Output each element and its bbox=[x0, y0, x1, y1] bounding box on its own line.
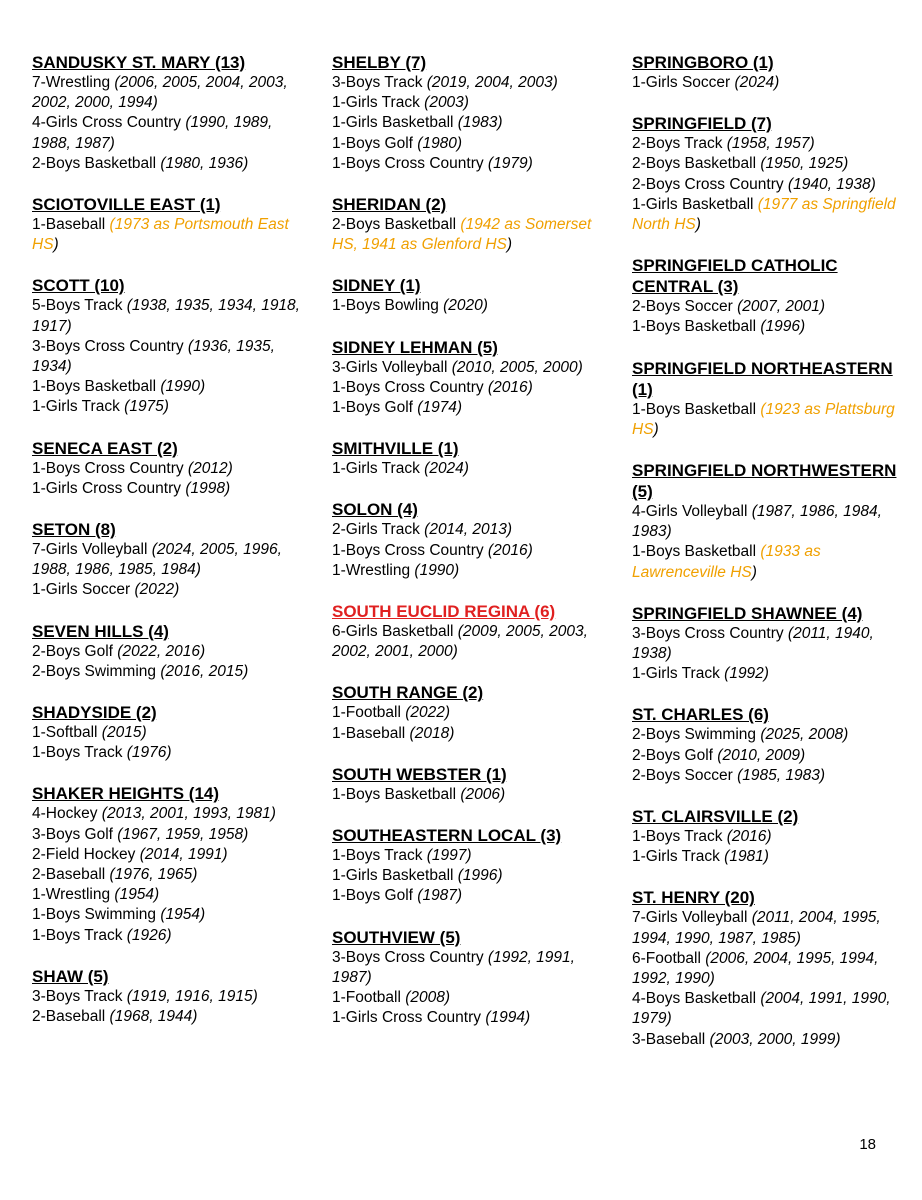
sport-label: 1-Boys Cross Country bbox=[332, 541, 488, 559]
school-entry bbox=[332, 764, 600, 805]
school-name: SPRINGBORO (1) bbox=[632, 53, 774, 72]
school-entry bbox=[632, 255, 900, 337]
sport-label: 1-Boys Swimming bbox=[32, 906, 161, 924]
years: (1979) bbox=[487, 154, 533, 172]
championship-line bbox=[32, 154, 300, 174]
sport-label: 1-Boys Track bbox=[32, 926, 127, 944]
championship-line bbox=[332, 93, 600, 113]
sport-label: 1-Boys Bowling bbox=[332, 297, 444, 315]
championship-line bbox=[32, 580, 300, 600]
championship-line bbox=[32, 1007, 300, 1027]
school-name: ST. HENRY (20) bbox=[632, 888, 755, 908]
years: (2025, 2008) bbox=[760, 726, 849, 744]
school-entry bbox=[32, 194, 300, 255]
school-entry bbox=[32, 438, 300, 499]
years: (2024) bbox=[424, 460, 469, 478]
school-name: SOLON (4) bbox=[332, 500, 418, 520]
championship-line bbox=[632, 908, 900, 948]
years: (2016) bbox=[487, 378, 533, 396]
years: (2003, 2000, 1999) bbox=[709, 1030, 841, 1048]
school-name: SHADYSIDE (2) bbox=[32, 703, 157, 723]
sport-label: 3-Boys Cross Country bbox=[632, 624, 788, 642]
years: (2011, 1940, 1938) bbox=[632, 624, 874, 663]
years-note: (1933 as Lawrenceville HS bbox=[632, 543, 821, 581]
championship-line bbox=[632, 725, 900, 745]
sport-label: 7-Wrestling bbox=[32, 74, 115, 91]
sport-label: 2-Baseball bbox=[32, 866, 110, 884]
sport-label: 4-Girls Cross Country bbox=[32, 114, 186, 132]
championship-line bbox=[632, 400, 900, 440]
years: (1936, 1935, 1934) bbox=[32, 337, 275, 376]
championship-line bbox=[332, 846, 600, 866]
sport-label: 6-Football bbox=[632, 949, 706, 967]
sport-label: 2-Boys Golf bbox=[632, 746, 718, 764]
years: (2015) bbox=[101, 724, 147, 742]
sport-label: 1-Boys Basketball bbox=[632, 400, 761, 418]
years: (1990) bbox=[414, 561, 460, 579]
sport-label: 6-Girls Basketball bbox=[332, 623, 458, 641]
championship-line bbox=[32, 804, 300, 824]
sport-label: 2-Boys Swimming bbox=[32, 662, 161, 680]
years: (2014, 1991) bbox=[139, 845, 228, 863]
championship-line bbox=[32, 845, 300, 865]
sport-label: 2-Boys Basketball bbox=[632, 155, 761, 173]
school-name: ST. CLAIRSVILLE (2) bbox=[632, 807, 799, 827]
championship-line bbox=[332, 622, 600, 662]
sport-label: 1-Boys Cross Country bbox=[332, 378, 488, 396]
years: (2019, 2004, 2003) bbox=[426, 74, 558, 91]
school-name: SOUTHVIEW (5) bbox=[332, 927, 461, 947]
championship-line bbox=[332, 378, 600, 398]
school-name: SETON (8) bbox=[32, 520, 116, 540]
school-entry bbox=[332, 601, 600, 662]
school-entry bbox=[332, 275, 600, 316]
column-3 bbox=[632, 52, 900, 1070]
sport-label: 1-Softball bbox=[32, 724, 102, 742]
championship-line bbox=[632, 502, 900, 542]
years: (1976) bbox=[126, 744, 172, 762]
championship-line bbox=[32, 662, 300, 682]
school-entry bbox=[632, 603, 900, 685]
sport-label: 1-Girls Basketball bbox=[332, 867, 458, 885]
school-entry bbox=[332, 438, 600, 479]
sport-label: 2-Boys Basketball bbox=[332, 216, 461, 234]
championship-line bbox=[632, 664, 900, 684]
sport-label: 1-Boys Basketball bbox=[632, 318, 761, 336]
championship-line bbox=[32, 865, 300, 885]
school-entry bbox=[332, 337, 600, 419]
sport-label: 1-Girls Soccer bbox=[32, 581, 135, 599]
school-name: SHAW (5) bbox=[32, 966, 109, 986]
school-name: SHERIDAN (2) bbox=[332, 195, 447, 215]
years-note: (1942 as Somerset HS, 1941 as Glenford HS bbox=[332, 216, 592, 254]
years: (1990, 1989, 1988, 1987) bbox=[32, 114, 273, 152]
championship-line bbox=[632, 154, 900, 174]
sport-label: 4-Girls Volleyball bbox=[632, 503, 752, 521]
sport-label: 1-Boys Basketball bbox=[332, 785, 461, 803]
years: (2016) bbox=[487, 541, 533, 559]
sport-label: 1-Boys Track bbox=[332, 847, 427, 865]
sport-label: 3-Boys Golf bbox=[32, 825, 118, 843]
championship-line bbox=[32, 397, 300, 417]
years: (1968, 1944) bbox=[109, 1008, 198, 1026]
sport-label: 2-Baseball bbox=[32, 1008, 110, 1026]
years: (1976, 1965) bbox=[109, 866, 198, 884]
school-entry bbox=[332, 927, 600, 1029]
sport-label: 1-Boys Track bbox=[632, 828, 727, 846]
years-close: ) bbox=[506, 236, 513, 254]
sport-label: 2-Boys Basketball bbox=[32, 154, 161, 172]
championship-line bbox=[632, 542, 900, 582]
school-entry bbox=[632, 460, 900, 583]
school-entry bbox=[32, 275, 300, 417]
championship-line bbox=[32, 377, 300, 397]
championship-line bbox=[332, 866, 600, 886]
sport-label: 1-Boys Basketball bbox=[632, 543, 761, 561]
championship-line bbox=[332, 215, 600, 255]
championship-line bbox=[332, 358, 600, 378]
years: (1940, 1938) bbox=[787, 175, 876, 193]
sport-label: 1-Girls Basketball bbox=[632, 195, 758, 213]
years: (2004, 1991, 1990, 1979) bbox=[632, 990, 891, 1028]
championship-line bbox=[32, 296, 300, 336]
years: (1996) bbox=[760, 318, 806, 336]
sport-label: 1-Boys Track bbox=[32, 744, 127, 762]
years-close: ) bbox=[653, 420, 659, 438]
championship-line bbox=[32, 540, 300, 580]
championship-line bbox=[332, 561, 600, 581]
championship-line bbox=[632, 317, 900, 337]
sport-label: 1-Girls Cross Country bbox=[332, 1009, 486, 1027]
sport-label: 3-Boys Track bbox=[332, 74, 427, 91]
championship-line bbox=[32, 825, 300, 845]
school-name: SHAKER HEIGHTS (14) bbox=[32, 784, 220, 804]
years: (1996) bbox=[457, 867, 503, 885]
championship-line bbox=[32, 459, 300, 479]
years-close: ) bbox=[695, 216, 701, 234]
school-entry bbox=[32, 783, 300, 945]
school-name: SOUTHEASTERN LOCAL (3) bbox=[332, 826, 562, 846]
school-entry bbox=[332, 499, 600, 581]
championship-line bbox=[632, 766, 900, 786]
sport-label: 1-Baseball bbox=[32, 216, 110, 234]
school-name: ST. CHARLES (6) bbox=[632, 705, 769, 725]
championship-line bbox=[332, 1008, 600, 1028]
school-entry bbox=[332, 52, 600, 174]
sport-label: 1-Girls Soccer bbox=[632, 74, 735, 91]
sport-label: 2-Girls Track bbox=[332, 521, 425, 539]
years: (1975) bbox=[124, 398, 169, 416]
school-name: SIDNEY (1) bbox=[332, 276, 421, 296]
years: (2009, 2005, 2003, 2002, 2001, 2000) bbox=[332, 623, 588, 661]
school-entry bbox=[32, 966, 300, 1027]
championship-line bbox=[332, 724, 600, 744]
championship-line bbox=[632, 949, 900, 989]
years: (1954) bbox=[114, 886, 160, 904]
sport-label: 2-Boys Soccer bbox=[632, 298, 738, 316]
page-number: 18 bbox=[859, 1136, 876, 1153]
years: (1958, 1957) bbox=[726, 135, 815, 153]
sport-label: 5-Boys Track bbox=[32, 297, 127, 315]
championship-line bbox=[332, 785, 600, 805]
school-name: SHELBY (7) bbox=[332, 53, 427, 72]
years: (1967, 1959, 1958) bbox=[117, 825, 249, 843]
championship-line bbox=[32, 926, 300, 946]
sport-label: 1-Boys Basketball bbox=[32, 378, 161, 396]
years: (2022) bbox=[134, 581, 180, 599]
championship-line bbox=[332, 73, 600, 93]
championship-line bbox=[332, 988, 600, 1008]
years: (2008) bbox=[405, 989, 451, 1007]
years: (1992) bbox=[724, 665, 769, 683]
sport-label: 1-Girls Track bbox=[332, 94, 425, 112]
years: (1981) bbox=[724, 848, 769, 866]
championship-line bbox=[632, 746, 900, 766]
school-name: SPRINGFIELD SHAWNEE (4) bbox=[632, 603, 863, 623]
years: (2016, 2015) bbox=[160, 662, 249, 680]
championship-line bbox=[632, 297, 900, 317]
years-note: (1973 as Portsmouth East HS bbox=[32, 216, 289, 254]
years: (2006) bbox=[460, 785, 506, 803]
sport-label: 2-Boys Golf bbox=[32, 642, 118, 660]
sport-label: 1-Girls Track bbox=[332, 460, 425, 478]
years: (2022) bbox=[405, 704, 451, 722]
school-name: SEVEN HILLS (4) bbox=[32, 621, 169, 641]
school-name: SPRINGFIELD NORTHEASTERN (1) bbox=[632, 358, 893, 399]
school-entry bbox=[632, 113, 900, 235]
column-2 bbox=[332, 52, 600, 1048]
school-name: SOUTH EUCLID REGINA (6) bbox=[332, 602, 556, 622]
years: (2016) bbox=[726, 828, 772, 846]
championship-line bbox=[632, 195, 900, 235]
years: (2014, 2013) bbox=[424, 521, 513, 539]
championship-line bbox=[32, 113, 300, 153]
championship-line bbox=[332, 703, 600, 723]
championship-line bbox=[632, 827, 900, 847]
sport-label: 1-Wrestling bbox=[32, 886, 115, 904]
years: (2020) bbox=[443, 297, 488, 315]
school-entry bbox=[632, 704, 900, 786]
sport-label: 2-Boys Cross Country bbox=[632, 175, 788, 193]
years: (2022, 2016) bbox=[117, 642, 206, 660]
championship-line bbox=[332, 541, 600, 561]
school-name: SANDUSKY ST. MARY (13) bbox=[32, 53, 246, 72]
school-entry bbox=[632, 358, 900, 440]
school-name: SCOTT (10) bbox=[32, 276, 125, 296]
sport-label: 1-Football bbox=[332, 704, 406, 722]
years-close: ) bbox=[751, 563, 757, 581]
years: (1994) bbox=[485, 1009, 531, 1027]
years: (1919, 1916, 1915) bbox=[126, 987, 258, 1005]
years-close: ) bbox=[53, 236, 59, 254]
championship-line bbox=[332, 154, 600, 174]
championship-line bbox=[32, 905, 300, 925]
championship-line bbox=[32, 987, 300, 1007]
sport-label: 1-Boys Golf bbox=[332, 134, 418, 152]
championship-line bbox=[332, 134, 600, 154]
sport-label: 1-Girls Track bbox=[632, 665, 725, 683]
school-name: SOUTH WEBSTER (1) bbox=[332, 764, 507, 784]
years: (1954) bbox=[160, 906, 206, 924]
championship-line bbox=[332, 948, 600, 988]
school-name: SENECA EAST (2) bbox=[32, 438, 178, 458]
sport-label: 1-Boys Golf bbox=[332, 887, 418, 905]
years: (1983) bbox=[457, 114, 503, 132]
sport-label: 2-Boys Soccer bbox=[632, 766, 738, 784]
championship-line bbox=[632, 1030, 900, 1050]
school-entry bbox=[632, 52, 900, 93]
sport-label: 7-Girls Volleyball bbox=[632, 909, 752, 927]
sport-label: 3-Boys Cross Country bbox=[332, 948, 488, 966]
sport-label: 1-Boys Golf bbox=[332, 399, 418, 417]
school-name: SOUTH RANGE (2) bbox=[332, 683, 484, 703]
years: (1950, 1925) bbox=[760, 155, 849, 173]
sport-label: 1-Baseball bbox=[332, 724, 410, 742]
school-entry bbox=[632, 887, 900, 1049]
championship-line bbox=[332, 459, 600, 479]
years: (2012) bbox=[187, 459, 233, 477]
years: (1990) bbox=[160, 378, 206, 396]
years: (1987) bbox=[417, 887, 463, 905]
years: (1980, 1936) bbox=[160, 154, 249, 172]
school-entry bbox=[632, 806, 900, 867]
championship-line bbox=[332, 520, 600, 540]
championship-line bbox=[632, 73, 900, 93]
years: (1998) bbox=[185, 479, 231, 497]
column-1 bbox=[32, 52, 300, 1047]
sport-label: 3-Boys Cross Country bbox=[32, 337, 188, 355]
championship-line bbox=[632, 624, 900, 664]
years: (1938, 1935, 1934, 1918, 1917) bbox=[32, 297, 300, 335]
school-entry bbox=[332, 825, 600, 907]
school-entry bbox=[32, 702, 300, 763]
years: (2018) bbox=[409, 724, 455, 742]
years: (1985, 1983) bbox=[737, 766, 826, 784]
years: (1926) bbox=[126, 926, 172, 944]
school-name: SPRINGFIELD NORTHWESTERN (5) bbox=[632, 461, 897, 502]
years: (2024, 2005, 1996, 1988, 1986, 1985, 1984) bbox=[32, 541, 282, 579]
years: (2010, 2005, 2000) bbox=[451, 358, 583, 376]
championship-line bbox=[332, 296, 600, 316]
sport-label: 1-Girls Cross Country bbox=[32, 479, 186, 497]
championship-line bbox=[332, 886, 600, 906]
school-name: SPRINGFIELD (7) bbox=[632, 114, 772, 134]
school-entry bbox=[332, 682, 600, 743]
years: (2013, 2001, 1993, 1981) bbox=[101, 805, 276, 823]
championship-line bbox=[32, 479, 300, 499]
championship-line bbox=[632, 847, 900, 867]
years: (1992, 1991, 1987) bbox=[332, 948, 575, 986]
sport-label: 1-Boys Cross Country bbox=[332, 154, 488, 172]
sport-label: 1-Wrestling bbox=[332, 561, 415, 579]
sport-label: 1-Girls Track bbox=[32, 398, 125, 416]
years: (1987, 1986, 1984, 1983) bbox=[632, 503, 882, 541]
sport-label: 7-Girls Volleyball bbox=[32, 541, 152, 559]
school-name: SMITHVILLE (1) bbox=[332, 439, 459, 459]
sport-label: 1-Boys Cross Country bbox=[32, 459, 188, 477]
championship-line bbox=[332, 398, 600, 418]
school-entry bbox=[32, 519, 300, 601]
years: (2011, 2004, 1995, 1994, 1990, 1987, 1985) bbox=[632, 909, 881, 947]
championship-line bbox=[32, 885, 300, 905]
sport-label: 2-Boys Track bbox=[632, 135, 727, 153]
years: (2006, 2004, 1995, 1994, 1992, 1990) bbox=[632, 949, 879, 988]
sport-label: 2-Field Hockey bbox=[32, 845, 140, 863]
championship-line bbox=[32, 723, 300, 743]
sport-label: 4-Hockey bbox=[32, 805, 102, 823]
years: (1997) bbox=[426, 847, 472, 865]
sport-label: 2-Boys Swimming bbox=[632, 726, 761, 744]
school-name: SIDNEY LEHMAN (5) bbox=[332, 337, 498, 357]
championship-line bbox=[632, 175, 900, 195]
school-name: SPRINGFIELD CATHOLIC CENTRAL (3) bbox=[632, 256, 838, 297]
championship-line bbox=[32, 337, 300, 377]
sport-label: 3-Boys Track bbox=[32, 987, 127, 1005]
school-name: SCIOTOVILLE EAST (1) bbox=[32, 195, 221, 215]
school-entry bbox=[32, 621, 300, 682]
championship-line bbox=[32, 642, 300, 662]
championship-line bbox=[32, 215, 300, 255]
championship-line bbox=[632, 134, 900, 154]
years: (1974) bbox=[417, 399, 463, 417]
championship-line bbox=[332, 113, 600, 133]
sport-label: 3-Girls Volleyball bbox=[332, 358, 452, 376]
sport-label: 1-Girls Track bbox=[632, 848, 725, 866]
championship-line bbox=[32, 73, 300, 113]
years: (1980) bbox=[417, 134, 463, 152]
championship-line bbox=[32, 743, 300, 763]
years: (2007, 2001) bbox=[737, 298, 826, 316]
years: (2024) bbox=[734, 74, 780, 91]
years: (2010, 2009) bbox=[717, 746, 806, 764]
years: (2003) bbox=[424, 94, 469, 112]
years-note: (1923 as Plattsburg HS bbox=[632, 400, 895, 438]
years: (2006, 2005, 2004, 2003, 2002, 2000, 1994) bbox=[32, 74, 288, 112]
sport-label: 1-Football bbox=[332, 989, 406, 1007]
sport-label: 4-Boys Basketball bbox=[632, 990, 761, 1008]
sport-label: 1-Girls Basketball bbox=[332, 114, 458, 132]
school-entry bbox=[32, 52, 300, 174]
championship-line bbox=[632, 989, 900, 1029]
school-entry bbox=[332, 194, 600, 255]
sport-label: 3-Baseball bbox=[632, 1030, 710, 1048]
years-note: (1977 as Springfield North HS bbox=[632, 195, 896, 234]
